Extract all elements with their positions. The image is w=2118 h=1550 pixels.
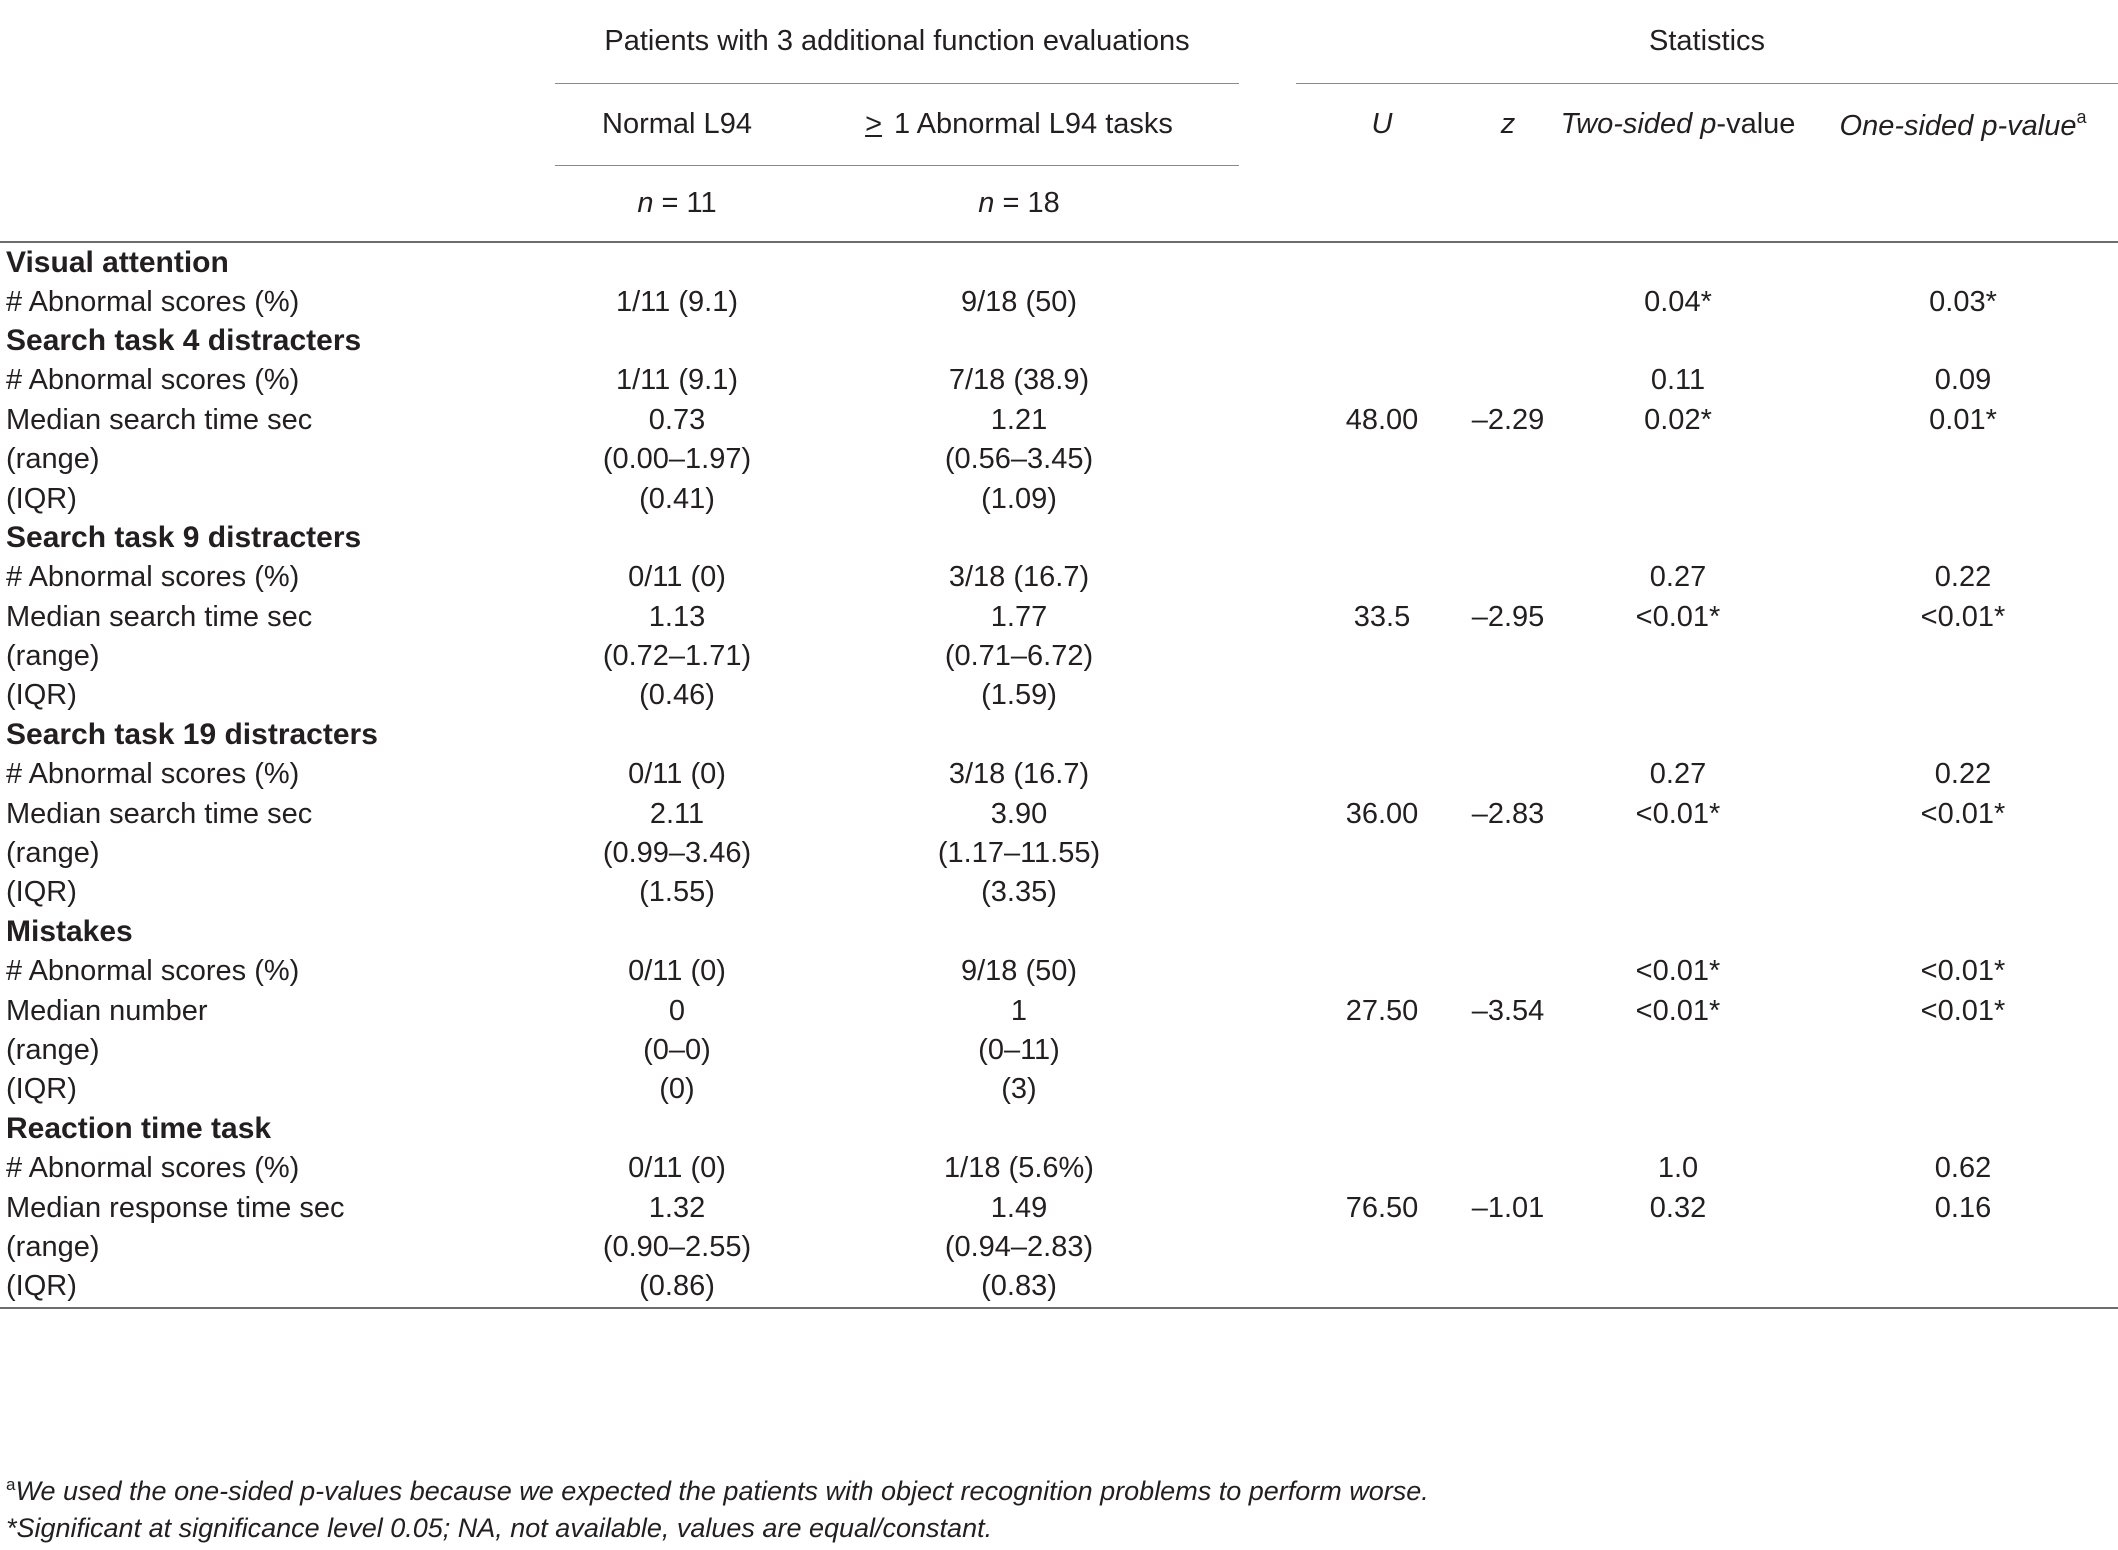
cell-two-sided: 0.32 <box>1649 1191 1707 1224</box>
cell-normal: 2.11 <box>649 797 705 830</box>
section-row <box>0 322 2118 361</box>
cell-two-sided: 1.0 <box>1657 1152 1699 1185</box>
cell-u <box>1296 1149 1468 1188</box>
cell-gap <box>1239 479 1296 518</box>
row-label: # Abnormal scores (%) <box>6 561 300 594</box>
cell-gap <box>1239 991 1296 1030</box>
cell-z: –2.29 <box>1471 403 1545 436</box>
cell-gap <box>1239 1228 1296 1267</box>
cell-gap <box>1239 676 1296 715</box>
cell-gap <box>1239 794 1296 833</box>
cell-gap <box>1239 1267 1296 1307</box>
cell-z <box>1468 479 1548 518</box>
cell-u <box>1296 1070 1468 1109</box>
cell-normal: (1.55) <box>639 876 715 909</box>
cell-u <box>1296 676 1468 715</box>
cell-gap <box>1239 598 1296 637</box>
header-empty-cell <box>0 84 555 166</box>
cell-one-sided: 0.03* <box>1929 285 1997 318</box>
cell-gap <box>1239 282 1296 321</box>
cell-two-sided <box>1548 1228 1808 1267</box>
cell-gap <box>1239 755 1296 794</box>
col-header-two-sided-b: -value <box>1716 108 1796 141</box>
cell-z <box>1468 637 1548 676</box>
cell-u <box>1296 282 1468 321</box>
cell-abnormal: (0–11) <box>978 1034 1060 1066</box>
cell-z <box>1468 1267 1548 1307</box>
cell-two-sided: 0.27 <box>1649 561 1707 594</box>
row-label: (IQR) <box>0 1267 555 1307</box>
cell-gap <box>1239 1031 1296 1070</box>
col-header-one-sided-text: One-sided p-value <box>1839 109 2077 142</box>
footnote-a-mark: a <box>6 1475 16 1494</box>
cell-abnormal: 3/18 (16.7) <box>948 561 1090 594</box>
cell-abnormal: 9/18 (50) <box>960 955 1078 988</box>
n-normal-value: = 11 <box>653 187 717 219</box>
cell-z <box>1468 282 1548 321</box>
col-header-normal-text: Normal L94 <box>602 108 752 140</box>
cell-gap <box>1239 873 1296 912</box>
cell-gap <box>1239 1070 1296 1109</box>
cell-u: 36.00 <box>1345 797 1419 830</box>
cell-one-sided: <0.01* <box>1920 955 2006 988</box>
cell-abnormal: (3) <box>1001 1073 1037 1106</box>
cell-two-sided <box>1548 440 1808 479</box>
cell-z <box>1468 952 1548 991</box>
footnote-a <box>6 1475 1429 1507</box>
cell-one-sided <box>1808 834 2118 873</box>
cell-abnormal: (0.83) <box>799 1267 1239 1307</box>
header-empty-cell <box>1548 166 1808 243</box>
table-row <box>0 1267 2118 1307</box>
cell-one-sided: <0.01* <box>1920 600 2006 633</box>
col-header-two-sided-p: p <box>1700 108 1717 141</box>
header-empty-cell <box>0 166 555 243</box>
cell-normal: 1/11 (9.1) <box>616 364 738 397</box>
cell-two-sided <box>1548 676 1808 715</box>
row-label: (IQR) <box>6 1073 77 1106</box>
group-header-patients-text: Patients with 3 additional function evaluations <box>604 25 1190 57</box>
section-row <box>0 913 2118 952</box>
n-normal-var: n <box>637 187 654 219</box>
cell-one-sided <box>1808 1267 2118 1307</box>
col-header-z <box>1468 84 1548 166</box>
n-abnormal-var: n <box>978 187 995 219</box>
cell-two-sided <box>1548 834 1808 873</box>
cell-u: 48.00 <box>1345 403 1419 436</box>
cell-u <box>1296 479 1468 518</box>
section-label: Search task 19 distracters <box>6 718 378 752</box>
cell-two-sided: <0.01* <box>1635 797 1721 830</box>
cell-normal: 1/11 (9.1) <box>616 285 738 318</box>
cell-gap <box>1239 1188 1296 1227</box>
cell-one-sided <box>1808 1070 2118 1109</box>
cell-u <box>1296 440 1468 479</box>
cell-z <box>1468 1070 1548 1109</box>
footnote-a-text: We used the one-sided p-values because we expected the patients with object recognition problems to perform worse. <box>15 1476 1429 1506</box>
cell-normal: 0.73 <box>648 403 706 436</box>
table-row <box>0 834 2118 873</box>
cell-normal: (0.00–1.97) <box>602 443 752 476</box>
row-label: Median number <box>6 994 208 1027</box>
table-row <box>0 794 2118 833</box>
section-row <box>0 1110 2118 1149</box>
cell-z: –3.54 <box>1471 994 1545 1027</box>
cell-abnormal: (0.56–3.45) <box>944 443 1094 476</box>
cell-one-sided: 0.09 <box>1934 364 1992 397</box>
col-header-u-text: U <box>1371 108 1393 141</box>
section-label: Visual attention <box>6 245 229 279</box>
cell-two-sided: 0.27 <box>1649 758 1707 791</box>
section-row <box>0 519 2118 558</box>
group-header-statistics-text: Statistics <box>1649 25 1766 57</box>
col-header-abnormal-text: 1 Abnormal L94 tasks <box>894 108 1173 140</box>
table-body <box>0 242 2118 1308</box>
cell-gap <box>1239 558 1296 597</box>
cell-z: –1.01 <box>1471 1191 1545 1224</box>
footnote-significance-text: *Significant at significance level 0.05; NA, not available, values are equal/constant. <box>6 1513 993 1543</box>
header-empty-cell <box>1296 166 1468 243</box>
cell-normal: 1.13 <box>648 600 706 633</box>
table-row <box>0 952 2118 991</box>
cell-z: –2.83 <box>1471 797 1545 830</box>
cell-gap <box>1239 834 1296 873</box>
table-row <box>0 598 2118 637</box>
cell-two-sided <box>1548 873 1808 912</box>
cell-two-sided <box>1548 479 1808 518</box>
cell-one-sided <box>1808 479 2118 518</box>
cell-u <box>1296 1228 1468 1267</box>
cell-normal: (0.46) <box>639 679 715 712</box>
cell-u <box>1296 1267 1468 1307</box>
cell-one-sided: <0.01* <box>1920 994 2006 1027</box>
table-row <box>0 637 2118 676</box>
cell-gap <box>1239 361 1296 400</box>
cell-one-sided: 0.62 <box>1934 1152 1992 1185</box>
cell-abnormal: 9/18 (50) <box>960 285 1078 318</box>
table-row <box>0 991 2118 1030</box>
header-empty-cell <box>1468 166 1548 243</box>
row-label: (range) <box>6 1230 100 1263</box>
row-label: # Abnormal scores (%) <box>6 364 300 397</box>
cell-two-sided <box>1548 1267 1808 1307</box>
cell-u <box>1296 755 1468 794</box>
cell-z <box>1468 873 1548 912</box>
row-label: (IQR) <box>6 482 77 515</box>
cell-two-sided: <0.01* <box>1635 600 1721 633</box>
table-row <box>0 1070 2118 1109</box>
table-row <box>0 676 2118 715</box>
cell-z: –2.95 <box>1471 600 1545 633</box>
cell-u: 27.50 <box>1345 994 1419 1027</box>
row-label: # Abnormal scores (%) <box>6 285 300 318</box>
table-row <box>0 479 2118 518</box>
cell-u <box>1296 873 1468 912</box>
cell-u <box>1296 1031 1468 1070</box>
table-row <box>0 440 2118 479</box>
cell-abnormal: 1 <box>1010 994 1028 1027</box>
table-header <box>0 0 2118 242</box>
section-label: Reaction time task <box>6 1112 272 1146</box>
cell-one-sided <box>1808 1031 2118 1070</box>
cell-abnormal: (3.35) <box>981 876 1057 909</box>
cell-normal: (0.99–3.46) <box>602 837 752 870</box>
cell-abnormal: (1.17–11.55) <box>937 837 1101 870</box>
section-label: Search task 4 distracters <box>6 324 362 358</box>
cell-abnormal: 7/18 (38.9) <box>948 364 1090 397</box>
cell-two-sided <box>1548 637 1808 676</box>
header-gap-cell <box>1239 0 1296 84</box>
cell-z <box>1468 834 1548 873</box>
col-header-abnormal <box>799 84 1239 166</box>
col-header-z-text: z <box>1500 108 1516 141</box>
cell-normal: (0.90–2.55) <box>602 1230 752 1263</box>
greater-equal-symbol: > <box>865 108 883 140</box>
cell-two-sided <box>1548 1070 1808 1109</box>
cell-two-sided <box>1548 1031 1808 1070</box>
cell-z <box>1468 1149 1548 1188</box>
table-row <box>0 1188 2118 1227</box>
cell-normal: 1.32 <box>648 1191 706 1224</box>
cell-normal: 0/11 (0) <box>628 1152 726 1185</box>
cell-abnormal: 1/18 (5.6%) <box>944 1152 1094 1185</box>
cell-gap <box>1239 952 1296 991</box>
row-label: Median search time sec <box>6 797 313 830</box>
cell-u: 76.50 <box>1345 1191 1419 1224</box>
section-row <box>0 242 2118 282</box>
cell-one-sided: 0.16 <box>1934 1191 1992 1224</box>
table-row <box>0 1031 2118 1070</box>
col-header-two-sided-a: Two-sided <box>1560 108 1701 141</box>
col-header-u <box>1296 84 1468 166</box>
cell-normal: 0/11 (0) <box>628 758 726 791</box>
cell-normal: 0 <box>668 994 686 1027</box>
cell-gap <box>1239 440 1296 479</box>
cell-u <box>1296 637 1468 676</box>
cell-z <box>1468 1228 1548 1267</box>
section-label: Mistakes <box>6 915 133 949</box>
cell-normal: (0.86) <box>555 1267 799 1307</box>
cell-one-sided: 0.22 <box>1934 758 1992 791</box>
cell-abnormal: (1.59) <box>981 679 1057 712</box>
cell-abnormal: 3/18 (16.7) <box>948 758 1090 791</box>
cell-one-sided: 0.22 <box>1934 561 1992 594</box>
table-row <box>0 1228 2118 1267</box>
table-row <box>0 1149 2118 1188</box>
header-empty-cell <box>1808 166 2118 243</box>
row-label: # Abnormal scores (%) <box>6 1152 300 1185</box>
table-row <box>0 401 2118 440</box>
table-row <box>0 558 2118 597</box>
cell-abnormal: (0.71–6.72) <box>944 640 1094 673</box>
cell-one-sided <box>1808 440 2118 479</box>
cell-abnormal: 1.77 <box>990 600 1048 633</box>
cell-two-sided: 0.02* <box>1644 403 1712 436</box>
group-header-patients <box>555 0 1239 84</box>
cell-normal: (0.41) <box>639 482 715 515</box>
cell-u: 33.5 <box>1353 600 1411 633</box>
cell-gap <box>1239 401 1296 440</box>
header-gap-cell <box>1239 166 1296 243</box>
cell-gap <box>1239 637 1296 676</box>
cell-abnormal: 1.49 <box>990 1191 1048 1224</box>
row-label: (range) <box>6 1034 100 1066</box>
cell-normal: (0.72–1.71) <box>602 640 752 673</box>
cell-one-sided: 0.01* <box>1929 403 1997 436</box>
header-gap-cell <box>1239 84 1296 166</box>
cell-normal: (0–0) <box>643 1034 711 1066</box>
cell-abnormal: (1.09) <box>981 482 1057 515</box>
col-header-two-sided <box>1548 84 1808 166</box>
cell-z <box>1468 755 1548 794</box>
col-header-normal <box>555 84 799 166</box>
row-label: (range) <box>6 443 100 476</box>
row-label: (IQR) <box>6 876 77 909</box>
cell-z <box>1468 1031 1548 1070</box>
cell-two-sided: <0.01* <box>1635 994 1721 1027</box>
cell-z <box>1468 676 1548 715</box>
cell-two-sided: 0.04* <box>1644 285 1712 318</box>
cell-gap <box>1239 1149 1296 1188</box>
table-row <box>0 361 2118 400</box>
cell-one-sided <box>1808 637 2118 676</box>
cell-z <box>1468 361 1548 400</box>
section-label: Search task 9 distracters <box>6 521 362 555</box>
cell-one-sided: <0.01* <box>1920 797 2006 830</box>
row-label: Median search time sec <box>6 600 313 633</box>
row-label: (range) <box>6 837 100 870</box>
cell-normal: 0/11 (0) <box>628 561 726 594</box>
table-row <box>0 282 2118 321</box>
cell-one-sided <box>1808 873 2118 912</box>
row-label: # Abnormal scores (%) <box>6 758 300 791</box>
col-header-one-sided-sup: a <box>2076 106 2087 127</box>
cell-one-sided <box>1808 676 2118 715</box>
section-row <box>0 716 2118 755</box>
cell-abnormal: 3.90 <box>990 797 1048 830</box>
row-label: Median response time sec <box>6 1191 345 1224</box>
cell-normal: (0) <box>659 1073 695 1106</box>
table-row <box>0 873 2118 912</box>
cell-u <box>1296 361 1468 400</box>
footnote-significance <box>6 1513 992 1544</box>
row-label: (range) <box>6 640 100 673</box>
cell-normal: 0/11 (0) <box>628 955 726 988</box>
cell-abnormal: 1.21 <box>990 403 1048 436</box>
n-abnormal-value: = 18 <box>994 187 1060 219</box>
cell-u <box>1296 558 1468 597</box>
col-header-one-sided <box>1808 84 2118 166</box>
cell-two-sided: <0.01* <box>1635 955 1721 988</box>
cell-one-sided <box>1808 1228 2118 1267</box>
cell-z <box>1468 558 1548 597</box>
row-label: Median search time sec <box>6 403 313 436</box>
cell-abnormal: (0.94–2.83) <box>944 1230 1094 1263</box>
row-label: # Abnormal scores (%) <box>6 955 300 988</box>
cell-two-sided: 0.11 <box>1650 364 1706 397</box>
group-header-statistics <box>1296 0 2118 84</box>
table-row <box>0 755 2118 794</box>
n-abnormal <box>799 166 1239 243</box>
row-label: (IQR) <box>6 679 77 712</box>
cell-z <box>1468 440 1548 479</box>
cell-u <box>1296 952 1468 991</box>
n-normal <box>555 166 799 243</box>
cell-u <box>1296 834 1468 873</box>
header-empty-cell <box>0 0 555 84</box>
